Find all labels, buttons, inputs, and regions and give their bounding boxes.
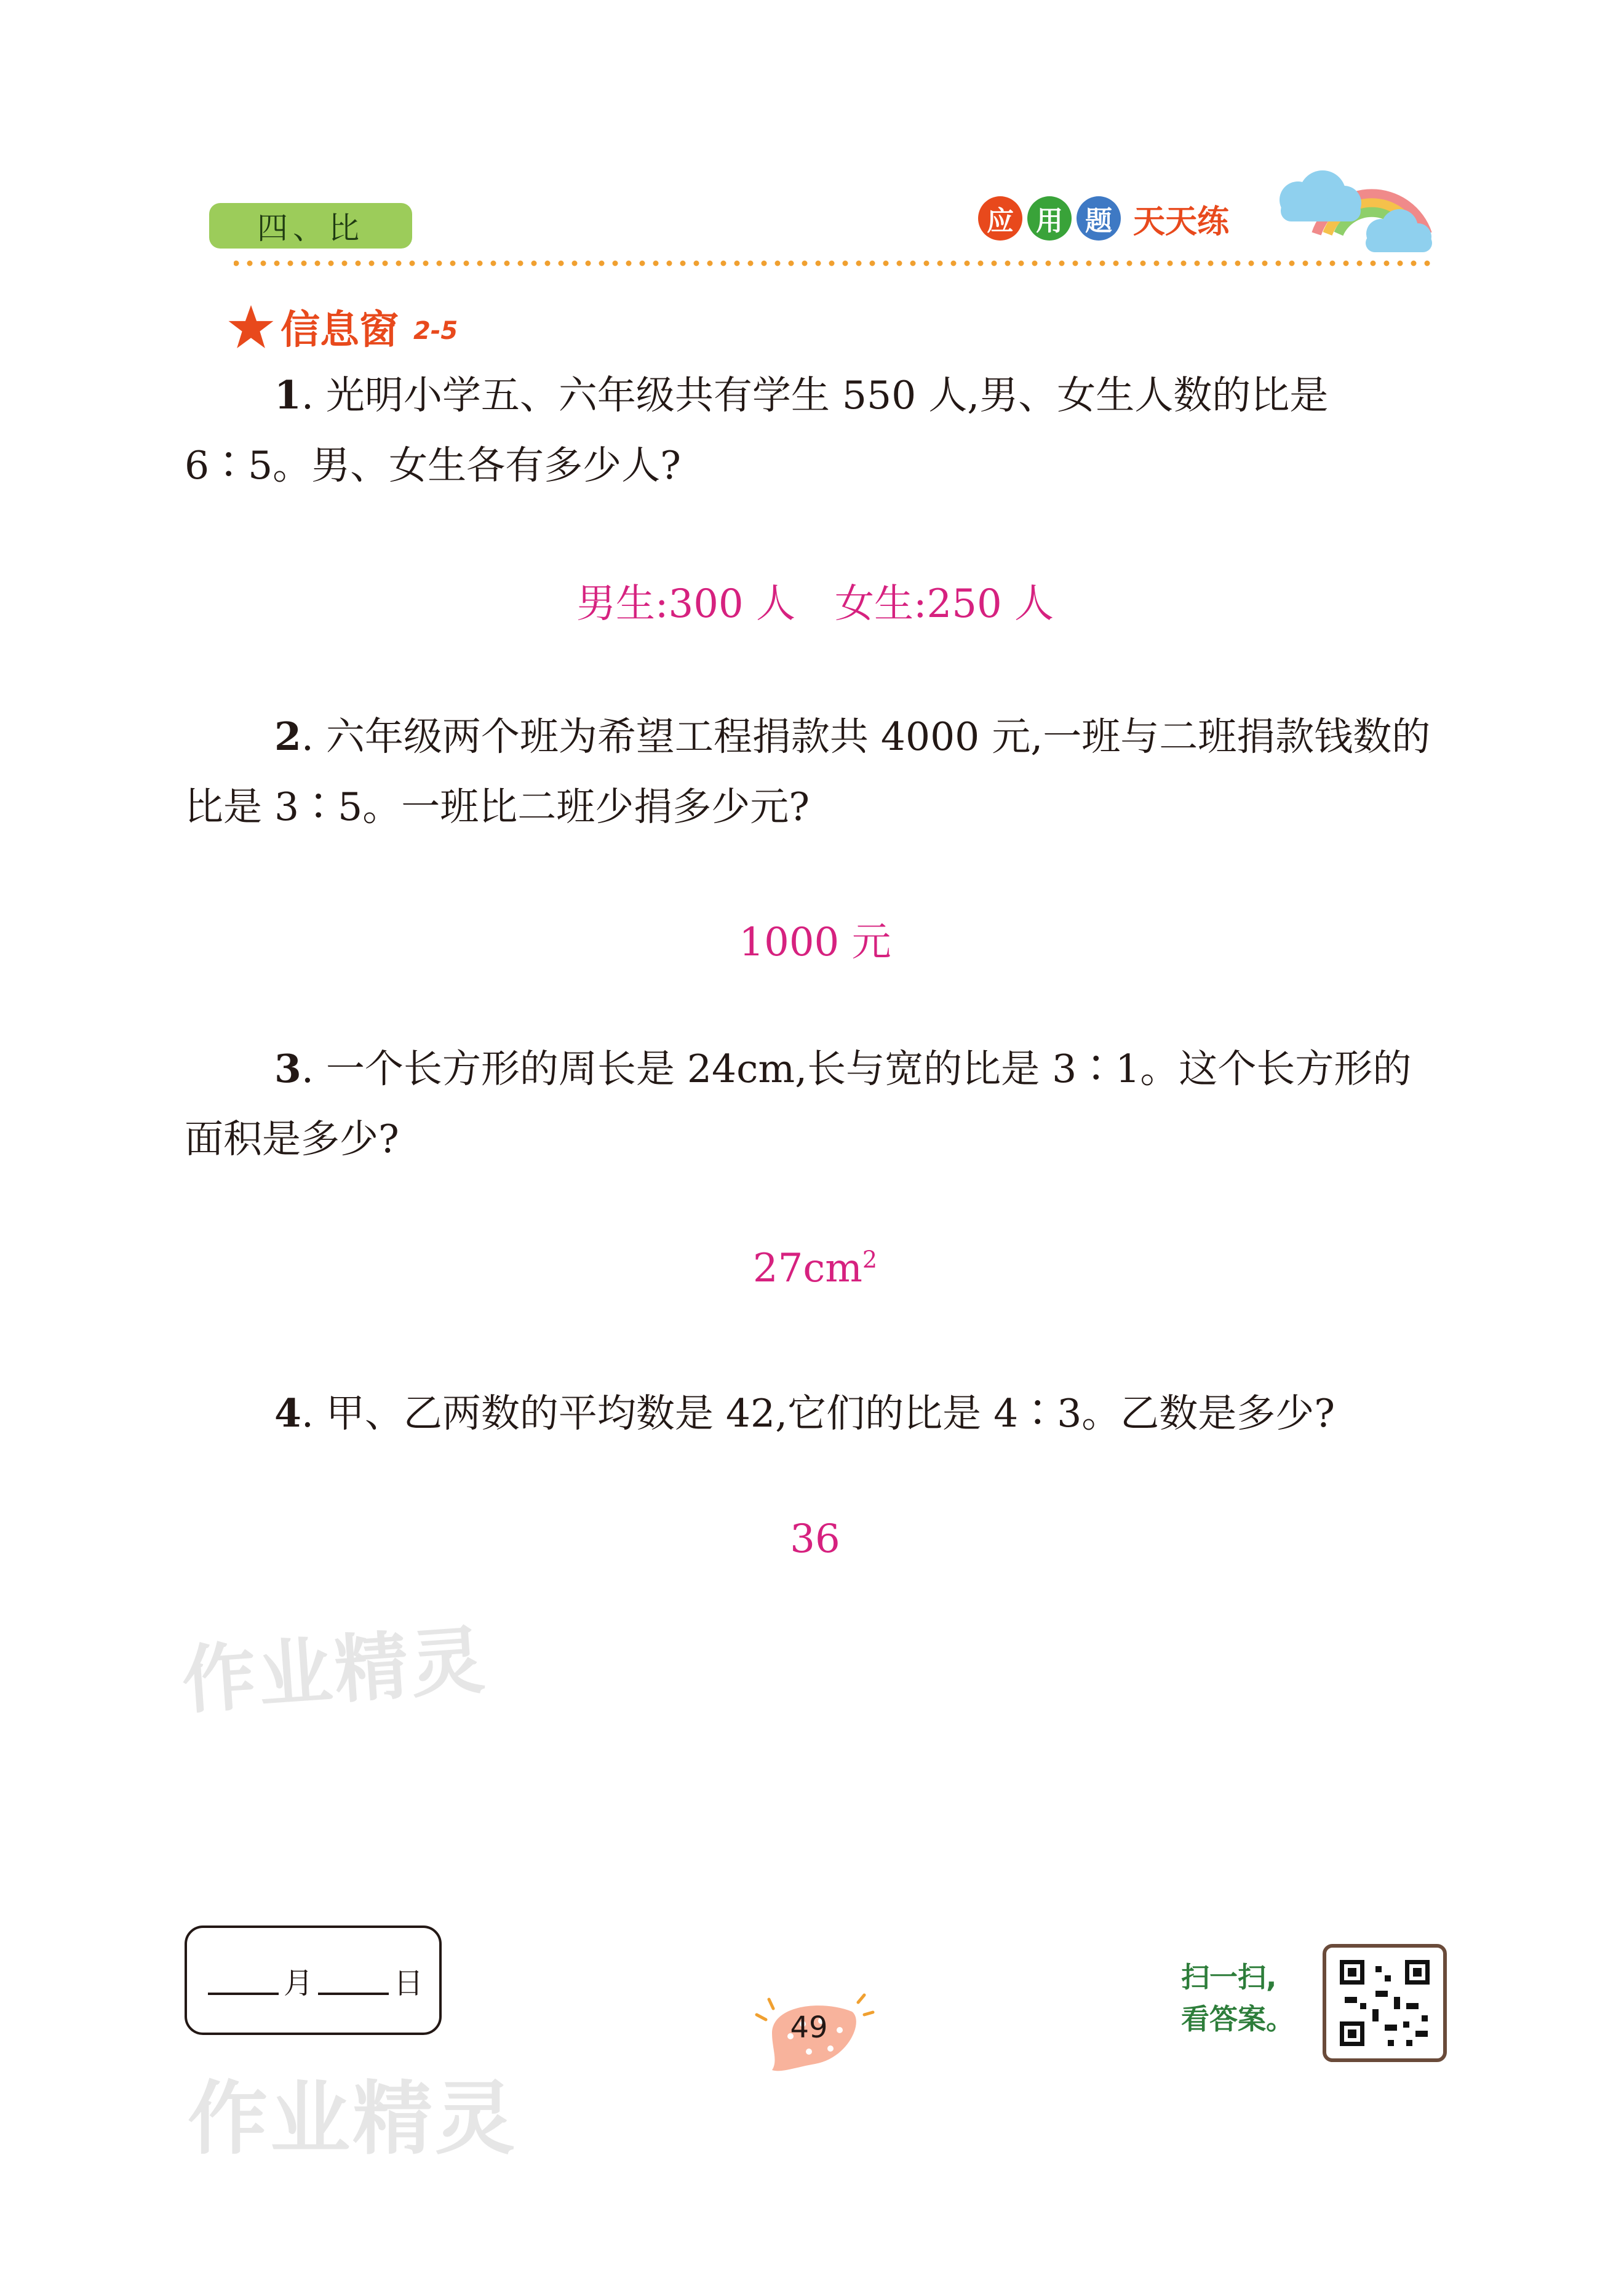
answer-1: 男生:300 人 女生:250 人 bbox=[576, 581, 1054, 627]
page-number: 49 bbox=[790, 2010, 828, 2045]
question-text: . 甲、乙两数的平均数是 42,它们的比是 4∶3。乙数是多少? bbox=[301, 1391, 1335, 1436]
brand-logo bbox=[978, 194, 1229, 243]
day-label: 日 bbox=[394, 1965, 424, 2001]
rainbow-cloud-icon bbox=[1273, 141, 1433, 265]
answer-3-exponent: 2 bbox=[862, 1246, 878, 1273]
section-heading bbox=[228, 298, 458, 355]
watermark-text: 作业精灵 bbox=[179, 1617, 490, 1725]
brand-text: 天天练 bbox=[1133, 203, 1230, 241]
question-3 bbox=[185, 1033, 1446, 1174]
scan-prompt bbox=[1181, 1956, 1294, 2040]
section-title: 信息窗 bbox=[281, 308, 399, 353]
qr-code[interactable] bbox=[1323, 1944, 1447, 2062]
brand-char-2: 用 bbox=[1027, 196, 1072, 241]
month-label: 月 bbox=[283, 1965, 313, 2001]
brand-char-1: 应 bbox=[978, 196, 1022, 241]
dotted-divider bbox=[234, 258, 1439, 268]
scan-line-2: 看答案。 bbox=[1181, 2002, 1294, 2036]
answer-3-value: 27cm bbox=[752, 1246, 862, 1291]
answer-4: 36 bbox=[790, 1516, 840, 1562]
answer-3 bbox=[185, 1246, 1446, 1291]
question-text: . 一个长方形的周长是 24cm,长与宽的比是 3∶1。这个长方形的面积是多少? bbox=[185, 1046, 1412, 1161]
month-blank bbox=[208, 1965, 279, 1995]
brand-char-3: 题 bbox=[1077, 196, 1121, 241]
question-1 bbox=[185, 360, 1446, 501]
answer-2: 1000 元 bbox=[739, 920, 891, 965]
question-text: . 光明小学五、六年级共有学生 550 人,男、女生人数的比是 6∶5。男、女生各有多少人? bbox=[185, 373, 1329, 488]
section-subtitle: 2-5 bbox=[413, 317, 458, 345]
question-number: 4 bbox=[274, 1390, 301, 1436]
question-number: 1 bbox=[274, 372, 301, 418]
chapter-tab: 四、比 bbox=[209, 203, 412, 249]
question-text: . 六年级两个班为希望工程捐款共 4000 元,一班与二班捐款钱数的比是 3∶5。一班比二班少捐多少元? bbox=[185, 714, 1431, 829]
question-2 bbox=[185, 701, 1446, 842]
question-number: 2 bbox=[274, 714, 301, 759]
watermark-text-footer: 作业精灵 bbox=[188, 2072, 518, 2165]
scan-line-1: 扫一扫, bbox=[1181, 1961, 1277, 1994]
question-4 bbox=[185, 1378, 1446, 1449]
date-box bbox=[185, 1926, 442, 2035]
qr-code-icon bbox=[1326, 1948, 1443, 2058]
star-icon bbox=[228, 303, 274, 350]
question-number: 3 bbox=[274, 1046, 301, 1091]
day-blank bbox=[318, 1965, 389, 1995]
